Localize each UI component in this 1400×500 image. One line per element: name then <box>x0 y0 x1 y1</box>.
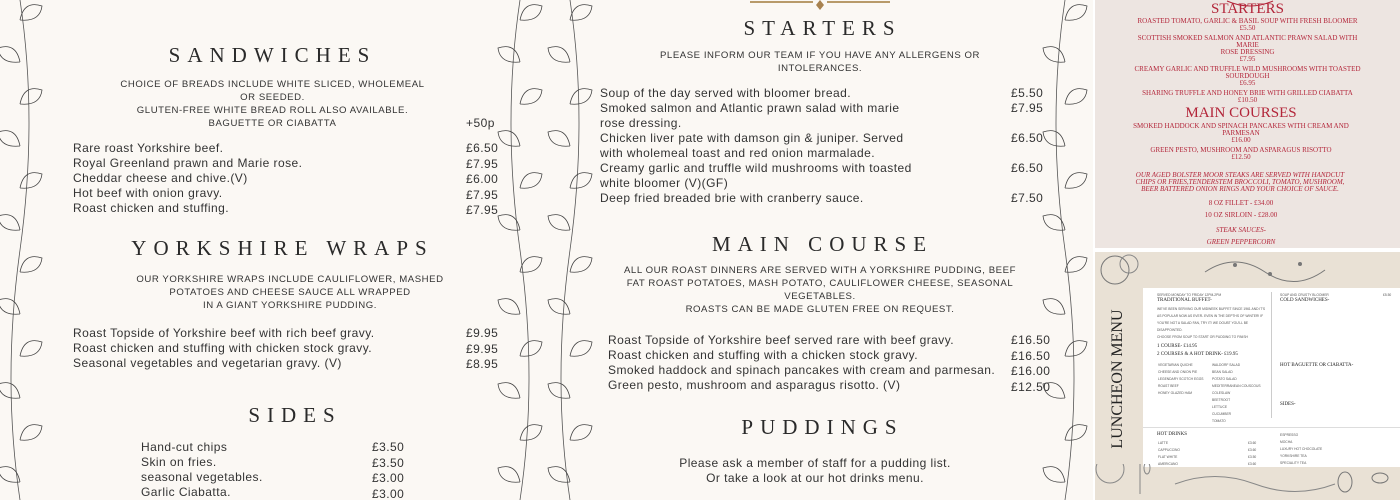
text-line: 10 OZ SIRLOIN - £28.00 <box>1204 211 1278 219</box>
item-line: Deep fried breaded brie with cranberry sauce. <box>600 191 864 205</box>
text-line: COLESLAW <box>1212 391 1231 395</box>
text-line: Please ask a member of staff for a pudding list. <box>679 456 951 470</box>
text-line: POTATO SALAD <box>1212 377 1237 381</box>
served-times: SERVED MONDAY TO FRIDAY 12PM-2PM <box>1157 293 1222 297</box>
text-line: INTOLERANCES. <box>777 63 863 74</box>
item-name: Seasonal vegetables and vegetarian gravy. (V) <box>73 356 342 370</box>
item-name: Roast Topside of Yorkshire beef with rich beef gravy. <box>73 326 375 340</box>
item-line: rose dressing. <box>600 116 682 130</box>
drink-price: £3.60 <box>1248 448 1257 452</box>
item-price: £3.00 <box>372 486 405 500</box>
text-line: AS POPULAR NOW AS EVER- EVEN IN THE DEPTHS OF WINTER! IF <box>1157 314 1264 318</box>
text-line: SPECIALITY TEA <box>1280 461 1307 465</box>
leaf-icon <box>20 341 42 357</box>
text-line: MEDITERRANEAN COUSCOUS <box>1212 384 1261 388</box>
item-price: £3.50 <box>372 455 405 470</box>
item-name: seasonal vegetables. <box>141 470 263 484</box>
item-price: £6.00 <box>466 172 499 186</box>
text-line: OUR AGED BOLSTER MOOR STEAKS ARE SERVED WITH HANDCUT <box>1135 171 1345 179</box>
item-name: Hand-cut chips <box>141 440 228 454</box>
leaf-icon <box>520 173 542 189</box>
drink-name: AMERICANO <box>1158 462 1178 466</box>
cold-sandwiches-title: COLD SANDWICHES- <box>1280 298 1330 303</box>
item-line: Chicken liver pate with damson gin & juniper. Served <box>600 131 904 145</box>
item-price: £12.50 <box>1011 379 1051 394</box>
course-1-price: 1 COURSE- £14.95 <box>1157 344 1198 349</box>
leaf-icon <box>1043 47 1065 63</box>
sides-title-small: SIDES- <box>1280 402 1296 407</box>
leaf-icon <box>20 173 42 189</box>
steak-prices <box>1095 197 1387 221</box>
text-line: TOMATO <box>1212 419 1226 423</box>
item-price: £7.95 <box>1011 101 1044 115</box>
item-line: PARMESAN <box>1222 129 1260 137</box>
luncheon-title: LUNCHEON MENU <box>1109 309 1126 449</box>
leaf-icon <box>498 299 520 315</box>
item-price: £5.50 <box>1239 24 1256 32</box>
item-price: £6.50 <box>1011 161 1044 175</box>
text-line: CUCUMBER <box>1212 412 1232 416</box>
text-line: BEAN SALAD <box>1212 370 1233 374</box>
soup-price: £5.50 <box>1383 293 1392 297</box>
text-line: YOU'RE NOT A SALAD FAN, TRY IT! WE DOUBT YOU'LL BE <box>1157 321 1249 325</box>
leaf-icon <box>520 425 542 441</box>
item-name: Roast chicken and stuffing. <box>73 201 230 215</box>
leaf-icon <box>548 47 570 63</box>
leaf-icon <box>20 425 42 441</box>
hot-baguette-title: HOT BAGUETTE OR CIABATTA- <box>1280 363 1354 368</box>
item-price: £16.00 <box>1231 136 1251 144</box>
baguette-surcharge: +50p <box>466 116 495 130</box>
drink-price: £3.60 <box>1248 441 1257 445</box>
leaf-icon <box>498 131 520 147</box>
text-line: LEGENDARY SCOTCH EGGS <box>1158 377 1204 381</box>
divider <box>1143 427 1400 428</box>
item-name: Roast chicken and stuffing with a chicken stock gravy. <box>608 348 918 362</box>
item-price: £12.50 <box>1231 153 1251 161</box>
item-price: £8.95 <box>466 357 499 371</box>
drink-item <box>1158 440 1258 447</box>
leaf-icon <box>570 257 592 273</box>
text-line: VEGETARIAN QUICHE <box>1158 363 1193 367</box>
text-line: GREEN PEPPERCORN <box>1206 238 1276 246</box>
starters-title: STARTERS <box>743 16 902 40</box>
leaf-icon <box>0 383 20 399</box>
leaf-icon <box>0 299 20 315</box>
text-line: ALL OUR ROAST DINNERS ARE SERVED WITH A YORKSHIRE PUDDING, BEEF <box>623 265 1016 276</box>
red-mains-title: MAIN COURSES <box>1185 105 1297 121</box>
item-name: Roast Topside of Yorkshire beef served rare with beef gravy. <box>608 333 955 347</box>
text-line: ROAST BEEF <box>1158 384 1179 388</box>
soup: SOUP AND CRUSTY BLOOMER <box>1280 293 1329 297</box>
buffet-text <box>1157 306 1265 341</box>
text-line: LETTUCE <box>1212 405 1228 409</box>
sandwiches-title: SANDWICHES <box>168 43 377 67</box>
floral-illustration <box>1095 252 1400 292</box>
item-price: £16.50 <box>1011 348 1051 363</box>
item-price: £7.95 <box>466 156 499 171</box>
text-line: CHEESE AND ONION PIE <box>1158 370 1198 374</box>
buffet-list-a <box>1158 362 1204 397</box>
text-line: MOCHA <box>1280 440 1293 444</box>
leaf-icon <box>1065 5 1087 21</box>
red-menu-panel <box>1095 0 1400 248</box>
item-name: Smoked haddock and spinach pancakes with cream and parmesan. <box>608 363 996 377</box>
red-mains-list <box>1095 123 1387 161</box>
text-line: WALDORF SALAD <box>1212 363 1241 367</box>
item-price: £16.50 <box>1011 333 1051 347</box>
leaf-icon <box>20 257 42 273</box>
text-line: IN A GIANT YORKSHIRE PUDDING. <box>203 300 377 311</box>
text-line: PLEASE INFORM OUR TEAM IF YOU HAVE ANY ALLERGENS OR <box>659 50 981 61</box>
text-line: CHOICE OF BREADS INCLUDE WHITE SLICED, WHOLEMEAL <box>120 79 425 90</box>
item-price: £16.00 <box>1011 364 1051 378</box>
red-menu-item <box>1095 90 1400 104</box>
item-line: Smoked salmon and Atlantic prawn salad with marie <box>600 101 900 115</box>
drink-price: £3.60 <box>1248 462 1257 466</box>
item-price: £7.95 <box>466 203 499 217</box>
text-line: ESPRESSO <box>1280 433 1299 437</box>
buffet-title: TRADITIONAL BUFFET- <box>1157 298 1212 303</box>
leaf-icon <box>0 215 20 231</box>
item-line: SHARING TRUFFLE AND HONEY BRIE WITH GRILLED CIABATTA <box>1142 89 1353 97</box>
steak-sauces-title: STEAK SAUCES- <box>1216 226 1266 234</box>
item-line: SOURDOUGH <box>1225 72 1270 80</box>
item-name: Rare roast Yorkshire beef. <box>73 141 224 155</box>
item-name: Cheddar cheese and chive.(V) <box>73 171 248 185</box>
item-name: Green pesto, mushroom and asparagus risotto. (V) <box>608 378 901 392</box>
text-line: VEGETABLES. <box>784 291 856 302</box>
buffet-list-b <box>1212 362 1261 425</box>
item-price: £7.95 <box>466 187 499 202</box>
item-line: Soup of the day served with bloomer bread. <box>600 86 852 100</box>
red-starters-title: STARTERS <box>1211 1 1284 17</box>
item-name: Garlic Ciabatta. <box>141 485 231 499</box>
item-line: ROASTED TOMATO, GARLIC & BASIL SOUP WITH FRESH BLOOMER <box>1137 17 1358 25</box>
leaf-icon <box>1043 467 1065 483</box>
leaf-icon <box>20 5 42 21</box>
text-line: Or take a look at our hot drinks menu. <box>706 471 924 485</box>
leaf-icon <box>1065 173 1087 189</box>
puddings-title: PUDDINGS <box>741 415 904 439</box>
leaf-icon <box>498 383 520 399</box>
item-price: £9.95 <box>466 326 499 340</box>
leaf-icon <box>20 89 42 105</box>
item-price: £5.50 <box>1011 86 1044 100</box>
leaf-icon <box>520 341 542 357</box>
text-line: 8 OZ FILLET - £34.00 <box>1208 199 1274 207</box>
leaf-icon <box>570 341 592 357</box>
leaf-icon <box>520 89 542 105</box>
item-line: SCOTTISH SMOKED SALMON AND ATLANTIC PRAWN SALAD WITH <box>1137 34 1358 42</box>
text-line: ROASTS CAN BE MADE GLUTEN FREE ON REQUEST. <box>685 304 955 315</box>
text-line: CHOOSE FROM SOUP TO START OR PUDDING TO FINISH <box>1157 335 1248 339</box>
steak-note <box>1095 172 1385 193</box>
drink-item <box>1158 447 1258 454</box>
text-line: BEER BATTERED ONION RINGS AND YOUR CHOICE OF SAUCE. <box>1141 185 1339 193</box>
item-line: SMOKED HADDOCK AND SPINACH PANCAKES WITH CREAM AND <box>1133 122 1349 130</box>
item-line: with wholemeal toast and red onion marmalade. <box>600 146 876 160</box>
leaf-icon <box>570 5 592 21</box>
red-menu-item <box>1095 66 1400 87</box>
text-line: OUR YORKSHIRE WRAPS INCLUDE CAULIFLOWER, MASHED <box>136 274 444 285</box>
item-line: MARIE <box>1236 41 1259 49</box>
course-2-price: 2 COURSES & A HOT DRINK- £19.95 <box>1157 352 1238 357</box>
text-line: HONEY GLAZED HAM <box>1158 391 1193 395</box>
item-price: £3.00 <box>372 471 405 485</box>
red-menu-item <box>1095 147 1387 161</box>
leaf-icon <box>1065 257 1087 273</box>
item-price: £7.95 <box>1239 55 1256 63</box>
red-menu-item <box>1095 18 1400 32</box>
drink-name: LATTE <box>1158 441 1169 445</box>
item-price: £3.50 <box>372 440 405 454</box>
text-line: DISAPPOINTED. <box>1157 328 1183 332</box>
text-line: GLUTEN-FREE WHITE BREAD ROLL ALSO AVAILABLE. <box>136 105 409 116</box>
text-line: YORKSHIRE TEA <box>1280 454 1307 458</box>
leaf-icon <box>0 131 20 147</box>
leaf-icon <box>570 425 592 441</box>
leaf-icon <box>1043 131 1065 147</box>
item-line: white bloomer (V)(GF) <box>600 176 729 190</box>
item-line: CREAMY GARLIC AND TRUFFLE WILD MUSHROOMS WITH TOASTED <box>1134 65 1361 73</box>
item-price: £6.50 <box>1011 131 1044 145</box>
text-line: FAT ROAST POTATOES, MASH POTATO, CAULIFLOWER CHEESE, SEASONAL <box>626 278 1014 289</box>
leaf-icon <box>520 257 542 273</box>
text-line: POTATOES AND CHEESE SAUCE ALL WRAPPED <box>169 287 411 298</box>
drink-name: FLAT WHITE <box>1158 455 1178 459</box>
leaf-icon <box>548 131 570 147</box>
leaf-icon <box>570 173 592 189</box>
text-line: WE'VE BEEN SERVING OUR MIDWEEK BUFFET SINCE 1961 AND IT'S <box>1157 307 1266 311</box>
item-price: £6.95 <box>1239 79 1256 87</box>
red-menu-item <box>1095 35 1400 63</box>
drink-price: £3.50 <box>1248 455 1257 459</box>
leaf-icon <box>570 89 592 105</box>
leaf-icon <box>1065 89 1087 105</box>
sides-title: SIDES <box>248 403 342 427</box>
hot-drinks-title: HOT DRINKS <box>1157 432 1188 437</box>
main-course-title: MAIN COURSE <box>711 232 934 256</box>
item-line: GREEN PESTO, MUSHROOM AND ASPARAGUS RISOTTO <box>1150 146 1332 154</box>
leaf-icon <box>548 299 570 315</box>
text-line: OR SEEDED. <box>240 92 305 103</box>
item-price: £6.50 <box>466 141 499 155</box>
item-line: Creamy garlic and truffle wild mushrooms with toasted <box>600 161 912 175</box>
item-name: Royal Greenland prawn and Marie rose. <box>73 156 303 170</box>
steak-sauces <box>1095 239 1387 246</box>
leaf-icon <box>548 215 570 231</box>
leaf-icon <box>0 47 20 63</box>
text-line: BEETROOT <box>1212 398 1231 402</box>
text-line: BAGUETTE OR CIABATTA <box>208 118 337 129</box>
red-starters-list <box>1095 18 1400 104</box>
drink-name: CAPPUCCINO <box>1158 448 1180 452</box>
cutlery-coffee-illustration <box>1095 464 1400 500</box>
drinks-list-b <box>1280 432 1322 467</box>
item-price: £10.50 <box>1237 96 1258 104</box>
leaf-icon <box>498 47 520 63</box>
item-name: Skin on fries. <box>141 455 217 469</box>
text-line: LUXURY HOT CHOCOLATE <box>1280 447 1323 451</box>
yorkshire-wraps-title: YORKSHIRE WRAPS <box>131 236 434 260</box>
leaf-icon <box>1043 299 1065 315</box>
leaf-icon <box>498 467 520 483</box>
red-menu-item <box>1095 123 1387 144</box>
item-name: Hot beef with onion gravy. <box>73 186 223 200</box>
item-price: £9.95 <box>466 341 499 356</box>
drink-item <box>1158 454 1258 461</box>
text-line: CHIPS OR FRIES,TENDERSTEM BROCCOLI, TOMATO, MUSHROOM, <box>1135 178 1345 186</box>
item-line: ROSE DRESSING <box>1220 48 1275 56</box>
divider <box>1271 292 1272 418</box>
leaf-icon <box>1065 341 1087 357</box>
leaf-icon <box>548 383 570 399</box>
item-price: £7.50 <box>1011 191 1044 205</box>
leaf-icon <box>1043 383 1065 399</box>
leaf-icon <box>1065 425 1087 441</box>
luncheon-menu-panel <box>1095 252 1400 500</box>
item-name: Roast chicken and stuffing with chicken stock gravy. <box>73 341 373 355</box>
leaf-icon <box>520 5 542 21</box>
